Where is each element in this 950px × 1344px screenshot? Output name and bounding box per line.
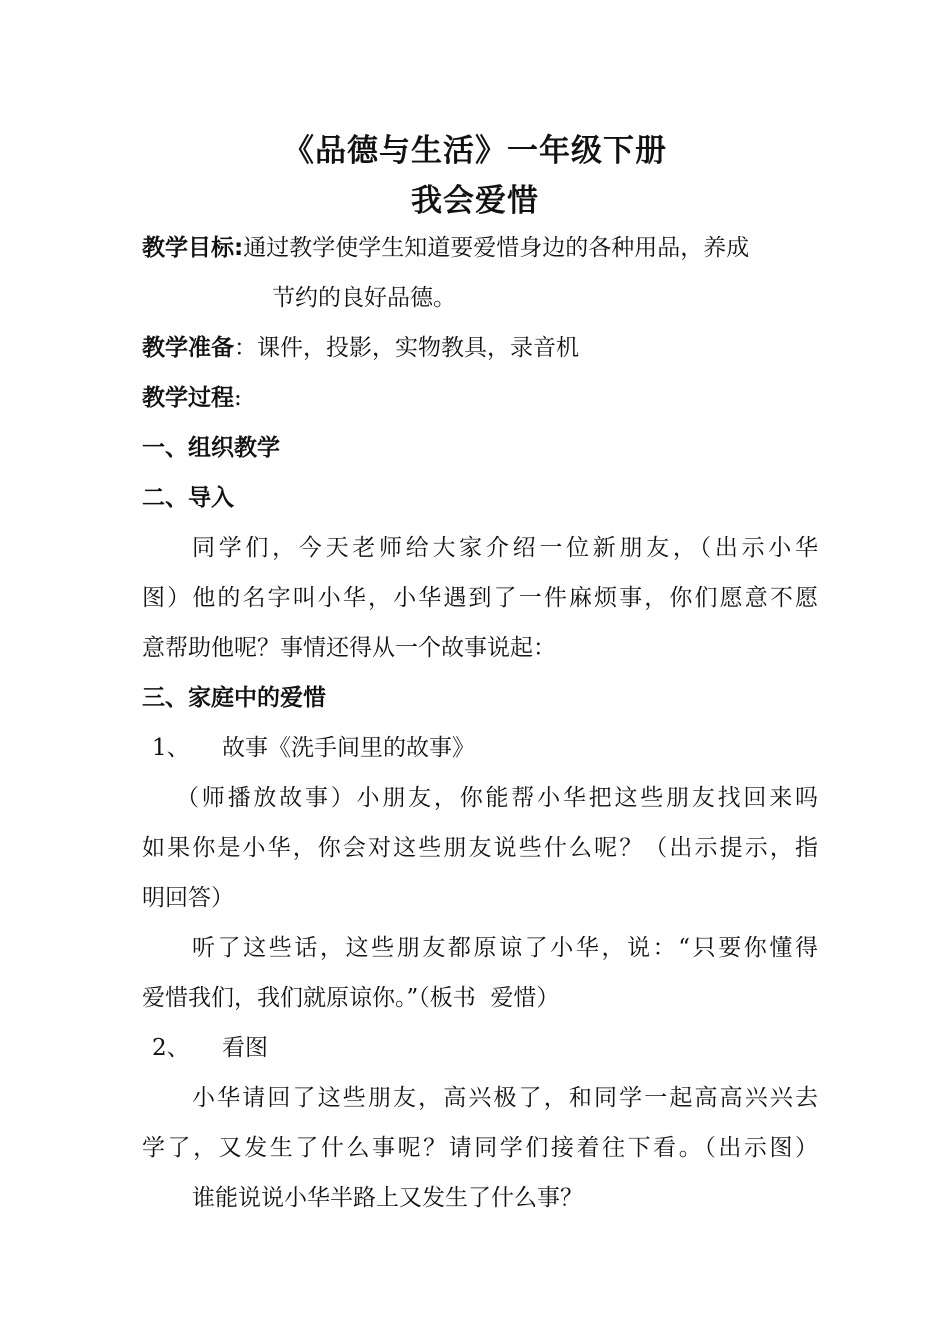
intro-paragraph-line-1: 同学们，今天老师给大家介绍一位新朋友，（出示小华: [192, 535, 818, 561]
picture-paragraph-line-2: 学了，又发生了什么事呢？请同学们接着往下看。（出示图）: [142, 1135, 818, 1161]
lesson-title: 我会爱惜: [411, 183, 539, 219]
picture-paragraph-line-1: 小华请回了这些朋友，高兴极了，和同学一起高高兴兴去: [192, 1085, 818, 1111]
objective-line: [142, 231, 818, 265]
process-colon: :: [234, 385, 242, 411]
document-title: 《品德与生活》一年级下册: [283, 133, 667, 169]
list-item-1-number: 1、: [152, 735, 190, 761]
objective-text: 通过教学使学生知道要爱惜身边的各种用品，养成: [243, 235, 750, 261]
list-item-2-text: 看图: [222, 1035, 268, 1061]
process-label: 教学过程: [142, 385, 234, 411]
section-heading-1: 一、组织教学: [142, 435, 280, 461]
story-paragraph-line-1: （师播放故事）小朋友，你能帮小华把这些朋友找回来吗: [176, 785, 818, 811]
list-item-2: [152, 1031, 828, 1065]
intro-paragraph-line-2: 图）他的名字叫小华，小华遇到了一件麻烦事，你们愿意不愿: [142, 585, 818, 611]
section-heading-2: 二、导入: [142, 485, 234, 511]
question-paragraph: 谁能说说小华半路上又发生了什么事？: [192, 1185, 583, 1211]
list-item-2-number: 2、: [152, 1035, 190, 1061]
objective-text-continued: 节约的良好品德。: [272, 285, 456, 311]
section-heading-3: 三、家庭中的爱惜: [142, 685, 326, 711]
listen-paragraph-line-2: 爱惜我们，我们就原谅你。”（板书 爱惜）: [142, 985, 560, 1011]
story-paragraph-line-2: 如果你是小华，你会对这些朋友说些什么呢？（出示提示，指: [142, 835, 818, 861]
intro-paragraph-line-3: 意帮助他呢？事情还得从一个故事说起：: [142, 635, 556, 661]
prep-label: 教学准备: [142, 335, 234, 361]
list-item-1-text: 故事《洗手间里的故事》: [222, 735, 475, 761]
process-line: [142, 381, 818, 415]
list-item-1: [152, 731, 828, 765]
listen-paragraph-line-1: 听了这些话，这些朋友都原谅了小华，说：“只要你懂得: [192, 935, 818, 961]
prep-line: [142, 331, 818, 365]
story-paragraph-line-3: 明回答）: [142, 885, 234, 911]
prep-colon: ：: [234, 335, 257, 361]
objective-label: 教学目标:: [142, 235, 244, 261]
prep-text: 课件，投影，实物教具，录音机: [257, 335, 579, 361]
